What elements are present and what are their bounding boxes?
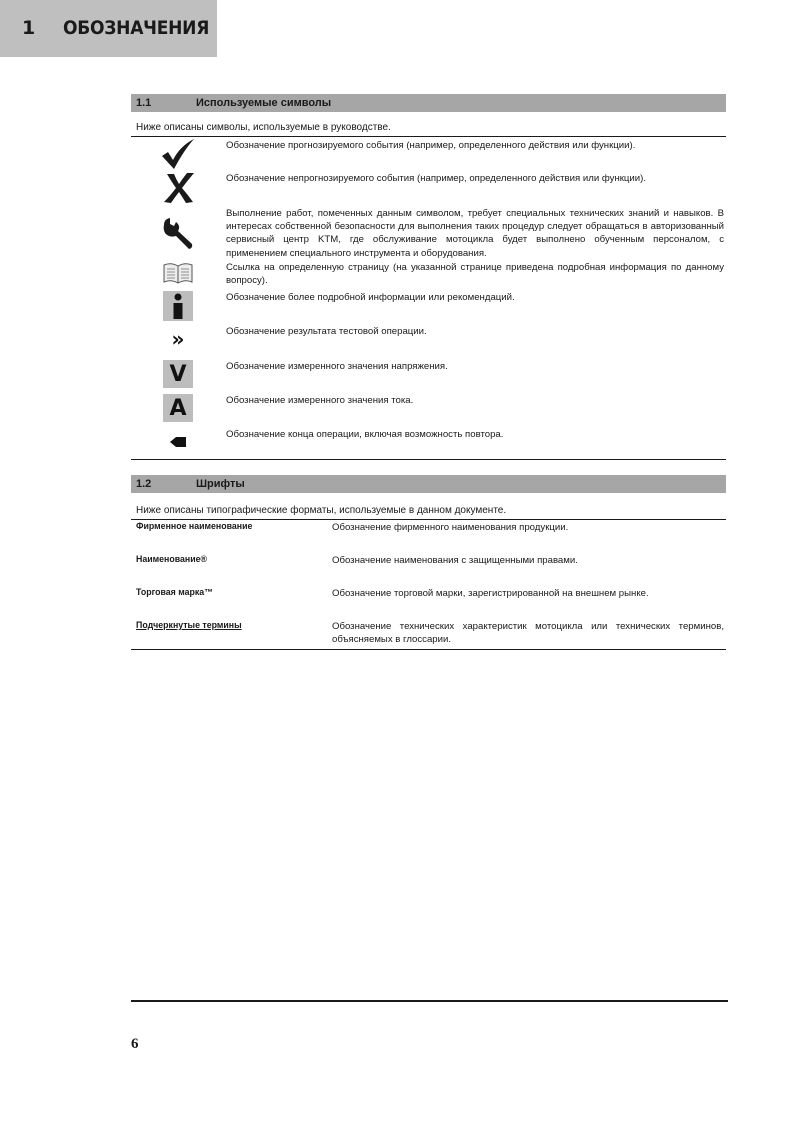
- voltage-icon: [156, 360, 200, 388]
- section-header-symbols: [131, 94, 726, 112]
- section-intro: Ниже описаны символы, используемые в руководстве.: [136, 122, 391, 133]
- section-title: Используемые символы: [196, 97, 332, 109]
- section-title: Шрифты: [196, 478, 245, 490]
- symbol-description: Обозначение прогнозируемого события (например, определенного действия или функции).: [226, 140, 636, 151]
- double-chevron-glyph: »: [171, 327, 185, 351]
- symbol-description: Выполнение работ, помеченных данным символом, требует специальных технических знаний и навыков. В интересах собственной безопасности для выполнения таких процедур следует обращаться в авторизованный сервисный центр KTM, где обслуживание мотоцикла будет выполнено обученным персоналом, с применением специального инструмента и оборудования.: [226, 208, 724, 259]
- font-format-description: Обозначение наименования с защищенными правами.: [332, 555, 578, 566]
- symbol-description: Обозначение непрогнозируемого события (например, определенного действия или функции).: [226, 173, 647, 184]
- chapter-number: 1: [22, 17, 36, 39]
- voltage-glyph: V: [163, 360, 193, 388]
- section-header-fonts: [131, 475, 726, 493]
- divider: [131, 136, 726, 137]
- page-number: 6: [131, 1036, 139, 1052]
- symbol-description: Обозначение измеренного значения напряжения.: [226, 361, 448, 372]
- end-of-operation-icon: [156, 436, 200, 448]
- section-number: 1.2: [136, 478, 152, 490]
- divider: [131, 649, 726, 650]
- wrench-icon: [156, 217, 200, 251]
- footer-rule: [131, 1000, 728, 1002]
- chapter-title: ОБОЗНАЧЕНИЯ: [63, 17, 210, 39]
- checkmark-icon: [156, 138, 200, 170]
- font-format-description: Обозначение технических характеристик мотоцикла или технических терминов, объясняемых в глоссарии.: [332, 621, 724, 645]
- font-format-description: Обозначение фирменного наименования продукции.: [332, 522, 569, 533]
- font-format-name: Торговая марка™: [136, 587, 213, 597]
- chapter-tab: [0, 0, 217, 57]
- cross-icon: [156, 172, 200, 204]
- divider: [131, 519, 726, 520]
- symbol-description: Обозначение конца операции, включая возможность повтора.: [226, 429, 504, 440]
- section-intro: Ниже описаны типографические форматы, используемые в данном документе.: [136, 505, 507, 516]
- symbol-description: Обозначение измеренного значения тока.: [226, 395, 414, 406]
- font-format-name: Наименование®: [136, 554, 208, 564]
- symbol-description: Обозначение результата тестовой операции.: [226, 326, 427, 337]
- font-format-description: Обозначение торговой марки, зарегистрированной на внешнем рынке.: [332, 588, 649, 599]
- symbol-description: Обозначение более подробной информации или рекомендаций.: [226, 292, 515, 303]
- section-number: 1.1: [136, 97, 152, 109]
- double-chevron-icon: [156, 327, 200, 351]
- book-icon: [156, 262, 200, 284]
- info-icon: [156, 291, 200, 321]
- divider: [131, 459, 726, 460]
- symbol-description: Ссылка на определенную страницу (на указанной странице приведена подробная информация по данному вопросу).: [226, 262, 724, 287]
- font-format-name: Подчеркнутые термины: [136, 620, 242, 630]
- current-icon: [156, 394, 200, 422]
- font-format-name: Фирменное наименование: [136, 521, 253, 531]
- current-glyph: A: [163, 394, 193, 422]
